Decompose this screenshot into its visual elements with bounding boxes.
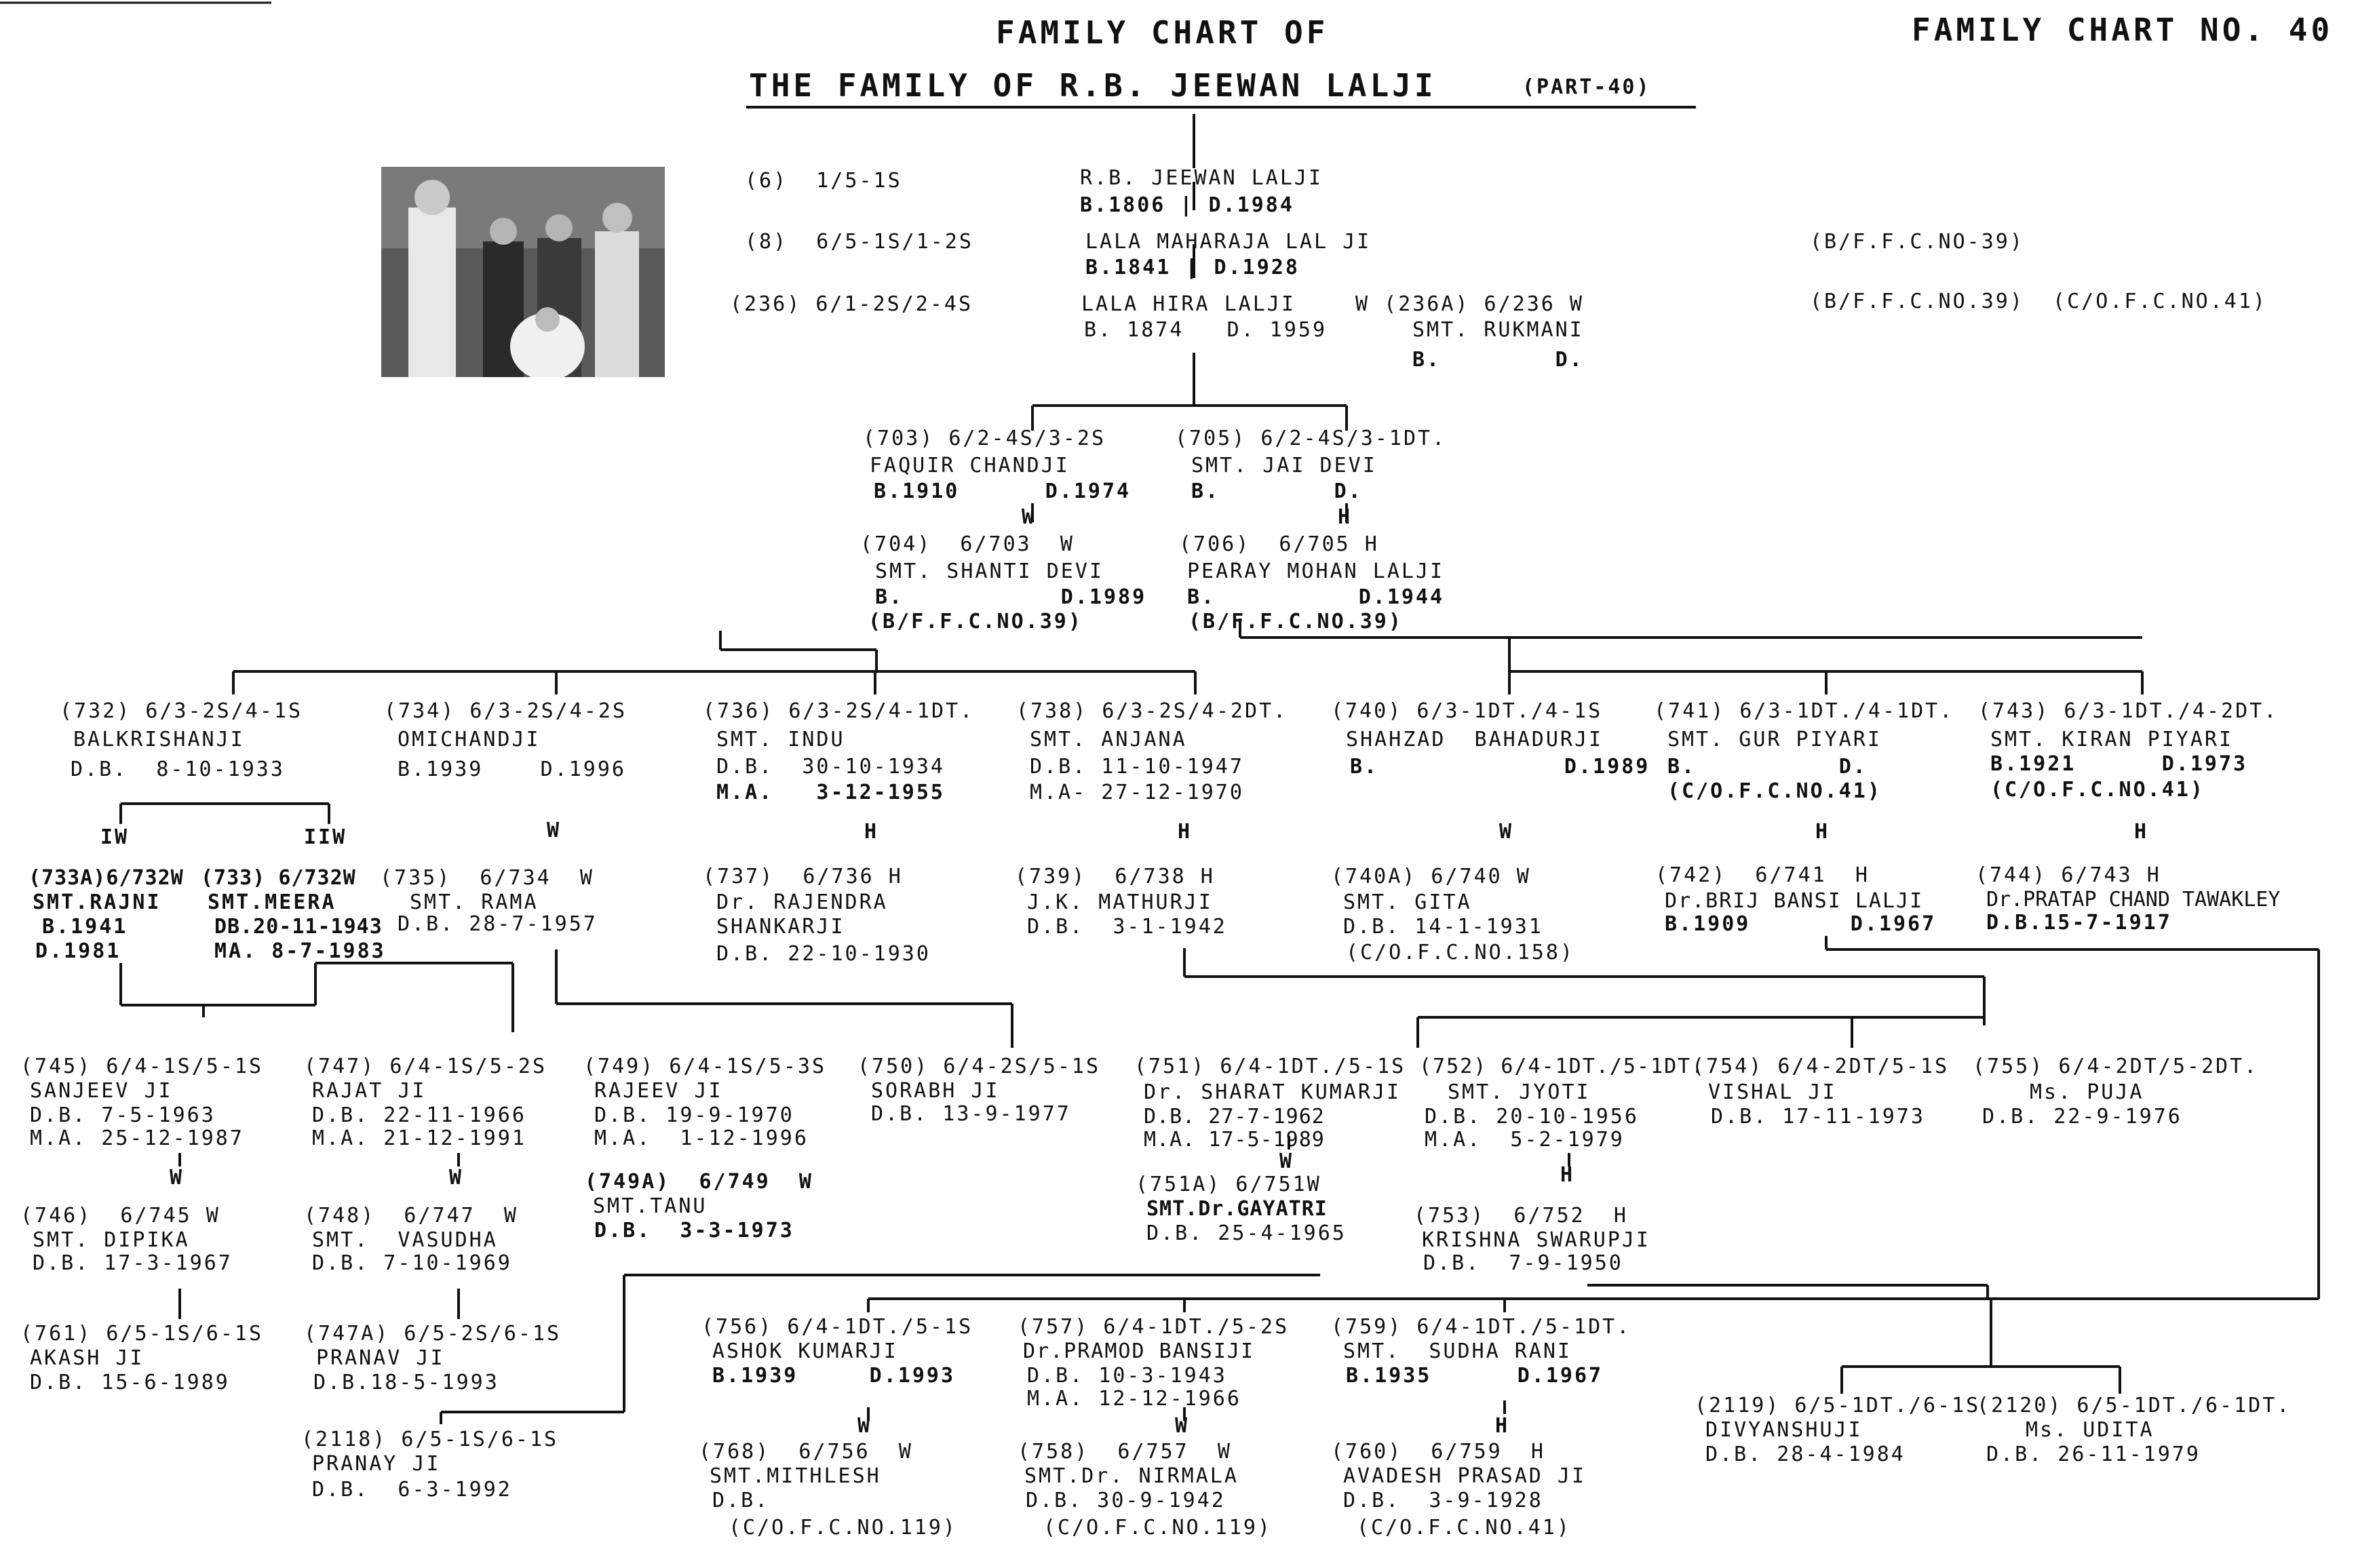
person-745-name: SANJEEV JI bbox=[30, 1079, 173, 1103]
person-733-dob: DB.20-11-1943 bbox=[214, 915, 383, 939]
person-768-name: SMT.MITHLESH bbox=[710, 1464, 881, 1488]
person-740-dates: B. D.1989 bbox=[1350, 755, 1650, 779]
person-2118-name: PRANAY JI bbox=[312, 1452, 441, 1476]
person-746-dob: D.B. 17-3-1967 bbox=[33, 1251, 233, 1275]
person-752-name: SMT. JYOTI bbox=[1448, 1080, 1591, 1104]
person-733-code: (733) 6/732W bbox=[201, 866, 356, 890]
person-733a-name: SMT.RAJNI bbox=[33, 890, 161, 914]
person-751-name: Dr. SHARAT KUMARJI bbox=[1144, 1080, 1402, 1104]
person-705-dates: B. D. bbox=[1191, 479, 1363, 503]
mark-w-751: W bbox=[1279, 1150, 1294, 1173]
spouse-236a-name: SMT. RUKMANI bbox=[1412, 318, 1584, 342]
person-748-code: (748) 6/747 W bbox=[304, 1204, 518, 1228]
mark-w-757: W bbox=[1175, 1414, 1190, 1438]
person-706-ref: (B/F.F.C.NO.39) bbox=[1188, 610, 1403, 633]
person-755-code: (755) 6/4-2DT/5-2DT. bbox=[1973, 1055, 2259, 1078]
person-747-name: RAJAT JI bbox=[312, 1079, 427, 1103]
person-741-ref: (C/O.F.C.NO.41) bbox=[1667, 779, 1882, 803]
mark-h-759: H bbox=[1495, 1414, 1510, 1438]
person-754-name: VISHAL JI bbox=[1708, 1080, 1837, 1104]
person-744-name: Dr.PRATAP CHAND TAWAKLEY bbox=[1986, 888, 2281, 912]
person-750-name: SORABH JI bbox=[871, 1079, 1000, 1103]
person-738-ma: M.A- 27-12-1970 bbox=[1030, 781, 1244, 804]
person-737-code: (737) 6/736 H bbox=[703, 865, 903, 888]
person-758-name: SMT.Dr. NIRMALA bbox=[1024, 1464, 1239, 1488]
person-753-dob: D.B. 7-9-1950 bbox=[1423, 1251, 1623, 1275]
person-2119-name: DIVYANSHUJI bbox=[1705, 1418, 1863, 1442]
mark-h-752: H bbox=[1560, 1163, 1575, 1187]
person-761-dob: D.B. 15-6-1989 bbox=[30, 1371, 230, 1394]
person-749-ma: M.A. 1-12-1996 bbox=[594, 1126, 809, 1150]
person-740-code: (740) 6/3-1DT./4-1S bbox=[1331, 699, 1603, 723]
person-743-code: (743) 6/3-1DT./4-2DT. bbox=[1978, 699, 2279, 723]
mark-w-703: W bbox=[1022, 505, 1037, 529]
person-740-name: SHAHZAD BAHADURJI bbox=[1346, 728, 1604, 751]
person-703-code: (703) 6/2-4S/3-2S bbox=[863, 427, 1106, 450]
person-2120-code: (2120) 6/5-1DT./6-1DT. bbox=[1977, 1394, 2292, 1417]
person-733a-born: B.1941 bbox=[42, 915, 128, 939]
person-755-name: Ms. PUJA bbox=[2030, 1080, 2144, 1104]
person-760-ref: (C/O.F.C.NO.41) bbox=[1357, 1516, 1571, 1540]
person-736-dob: D.B. 30-10-1934 bbox=[716, 755, 945, 779]
person-757-name: Dr.PRAMOD BANSIJI bbox=[1023, 1339, 1255, 1363]
person-751a-name: SMT.Dr.GAYATRI bbox=[1146, 1197, 1328, 1221]
person-745-ma: M.A. 25-12-1987 bbox=[30, 1126, 244, 1150]
person-742-dates: B.1909 D.1967 bbox=[1665, 912, 1937, 936]
chart-title-line1: FAMILY CHART OF bbox=[996, 14, 1329, 51]
person-757-dob: D.B. 10-3-1943 bbox=[1027, 1364, 1227, 1388]
person-740a-dob: D.B. 14-1-1931 bbox=[1343, 915, 1543, 939]
mark-h-738: H bbox=[1178, 820, 1193, 844]
person-704-dates: B. D.1989 bbox=[875, 585, 1147, 609]
person-752-ma: M.A. 5-2-1979 bbox=[1425, 1128, 1625, 1152]
person-768-ref: (C/O.F.C.NO.119) bbox=[729, 1516, 957, 1540]
person-735-name: SMT. RAMA bbox=[410, 890, 539, 914]
person-735-dob: D.B. 28-7-1957 bbox=[398, 912, 598, 936]
gen1-code-6: (6) 1/5-1S bbox=[745, 169, 902, 193]
person-758-dob: D.B. 30-9-1942 bbox=[1026, 1489, 1226, 1512]
person-751a-dob: D.B. 25-4-1965 bbox=[1146, 1221, 1347, 1245]
person-734-code: (734) 6/3-2S/4-2S bbox=[384, 699, 627, 723]
person-736-name: SMT. INDU bbox=[716, 728, 845, 751]
person-749a-name: SMT.TANU bbox=[593, 1194, 708, 1218]
person-760-dob: D.B. 3-9-1928 bbox=[1343, 1489, 1543, 1512]
person-706-name: PEARAY MOHAN LALJI bbox=[1187, 560, 1445, 583]
person-739-code: (739) 6/738 H bbox=[1015, 865, 1215, 888]
person-741-code: (741) 6/3-1DT./4-1DT. bbox=[1654, 699, 1954, 723]
mark-w-756: W bbox=[857, 1414, 872, 1438]
person-6-dates: B.1806 | D.1984 bbox=[1080, 193, 1294, 217]
person-751-code: (751) 6/4-1DT./5-1S bbox=[1134, 1055, 1406, 1078]
person-747a-name: PRANAV JI bbox=[316, 1346, 445, 1370]
person-758-ref: (C/O.F.C.NO.119) bbox=[1043, 1516, 1272, 1540]
person-2120-name: Ms. UDITA bbox=[2026, 1418, 2154, 1442]
person-741-name: SMT. GUR PIYARI bbox=[1667, 728, 1882, 751]
person-734-dates: B.1939 D.1996 bbox=[398, 758, 626, 781]
person-8-ref: (B/F.F.C.NO-39) bbox=[1810, 230, 2024, 254]
person-738-dob: D.B. 11-10-1947 bbox=[1030, 755, 1244, 779]
person-747-dob: D.B. 22-11-1966 bbox=[312, 1103, 526, 1127]
person-732-name: BALKRISHANJI bbox=[73, 728, 245, 751]
person-768-dob: D.B. bbox=[712, 1489, 770, 1512]
person-756-name: ASHOK KUMARJI bbox=[712, 1339, 898, 1363]
person-750-dob: D.B. 13-9-1977 bbox=[871, 1102, 1071, 1126]
person-740a-name: SMT. GITA bbox=[1343, 890, 1472, 914]
person-739-name: J.K. MATHURJI bbox=[1027, 890, 1213, 914]
person-749a-code: (749A) 6/749 W bbox=[585, 1170, 813, 1194]
person-759-name: SMT. SUDHA RANI bbox=[1343, 1339, 1572, 1363]
person-751a-code: (751A) 6/751W bbox=[1136, 1173, 1321, 1196]
person-8-name: LALA MAHARAJA LAL JI bbox=[1085, 230, 1372, 254]
person-733a-code: (733A)6/732W bbox=[28, 866, 184, 890]
person-2120-dob: D.B. 26-11-1979 bbox=[1986, 1443, 2201, 1466]
person-755-dob: D.B. 22-9-1976 bbox=[1982, 1105, 2182, 1129]
mark-w-740: W bbox=[1499, 820, 1514, 844]
person-733-ma: MA. 8-7-1983 bbox=[214, 939, 386, 963]
mark-iiw: IIW bbox=[304, 825, 347, 849]
chart-part: (PART-40) bbox=[1522, 75, 1651, 99]
person-740a-code: (740A) 6/740 W bbox=[1331, 865, 1531, 888]
person-2118-dob: D.B. 6-3-1992 bbox=[312, 1478, 512, 1502]
person-746-code: (746) 6/745 W bbox=[20, 1204, 220, 1228]
person-757-ma: M.A. 12-12-1966 bbox=[1027, 1387, 1241, 1411]
person-757-code: (757) 6/4-1DT./5-2S bbox=[1018, 1315, 1290, 1339]
person-761-name: AKASH JI bbox=[30, 1346, 144, 1370]
person-750-code: (750) 6/4-2S/5-1S bbox=[857, 1055, 1101, 1078]
person-737-name: Dr. RAJENDRA bbox=[716, 890, 888, 914]
person-742-name: Dr.BRIJ BANSI LALJI bbox=[1665, 889, 1924, 913]
person-703-name: FAQUIR CHANDJI bbox=[870, 454, 1070, 477]
person-752-dob: D.B. 20-10-1956 bbox=[1425, 1105, 1639, 1129]
person-8-dates: B.1841 | D.1928 bbox=[1085, 256, 1300, 279]
person-760-code: (760) 6/759 H bbox=[1331, 1440, 1545, 1464]
person-737-name2: SHANKARJI bbox=[716, 915, 845, 939]
person-744-dob: D.B.15-7-1917 bbox=[1986, 911, 2172, 935]
person-746-name: SMT. DIPIKA bbox=[33, 1228, 190, 1252]
mark-iw: IW bbox=[100, 825, 130, 849]
spouse-236a-dates: B. D. bbox=[1412, 348, 1584, 372]
person-703-dates: B.1910 D.1974 bbox=[874, 479, 1132, 503]
person-747-code: (747) 6/4-1S/5-2S bbox=[304, 1055, 547, 1078]
person-737-dob: D.B. 22-10-1930 bbox=[716, 942, 931, 966]
person-756-dates: B.1939 D.1993 bbox=[712, 1364, 956, 1388]
person-736-ma: M.A. 3-12-1955 bbox=[716, 781, 945, 804]
person-743-ref: (C/O.F.C.NO.41) bbox=[1990, 778, 2205, 802]
person-753-code: (753) 6/752 H bbox=[1414, 1204, 1628, 1228]
person-745-code: (745) 6/4-1S/5-1S bbox=[20, 1055, 264, 1078]
person-749-code: (749) 6/4-1S/5-3S bbox=[583, 1055, 827, 1078]
family-photo bbox=[381, 167, 665, 377]
mark-h-743: H bbox=[2134, 820, 2149, 844]
person-761-code: (761) 6/5-1S/6-1S bbox=[20, 1322, 264, 1346]
person-705-name: SMT. JAI DEVI bbox=[1191, 454, 1377, 477]
person-740a-ref: (C/O.F.C.NO.158) bbox=[1346, 941, 1574, 964]
chart-number: FAMILY CHART NO. 40 bbox=[1912, 12, 2334, 48]
person-739-dob: D.B. 3-1-1942 bbox=[1027, 915, 1227, 939]
person-236-dates: B. 1874 D. 1959 bbox=[1084, 318, 1328, 342]
person-749a-dob: D.B. 3-3-1973 bbox=[594, 1219, 794, 1242]
person-742-code: (742) 6/741 H bbox=[1655, 863, 1870, 887]
person-236-name: LALA HIRA LALJI bbox=[1081, 292, 1296, 316]
person-759-dates: B.1935 D.1967 bbox=[1346, 1364, 1604, 1388]
mark-w-745: W bbox=[170, 1166, 185, 1190]
person-751-ma: M.A. 17-5-1989 bbox=[1144, 1128, 1325, 1152]
person-736-code: (736) 6/3-2S/4-1DT. bbox=[703, 699, 975, 723]
mark-w-734: W bbox=[547, 819, 562, 842]
person-759-code: (759) 6/4-1DT./5-1DT. bbox=[1331, 1315, 1631, 1339]
person-738-code: (738) 6/3-2S/4-2DT. bbox=[1016, 699, 1288, 723]
person-748-dob: D.B. 7-10-1969 bbox=[312, 1251, 512, 1275]
person-749-dob: D.B. 19-9-1970 bbox=[594, 1103, 794, 1127]
person-747a-dob: D.B.18-5-1993 bbox=[313, 1371, 499, 1394]
person-706-code: (706) 6/705 H bbox=[1179, 532, 1379, 556]
person-758-code: (758) 6/757 W bbox=[1018, 1440, 1232, 1464]
person-747-ma: M.A. 21-12-1991 bbox=[312, 1126, 526, 1150]
person-745-dob: D.B. 7-5-1963 bbox=[30, 1103, 216, 1127]
person-749-name: RAJEEV JI bbox=[594, 1079, 723, 1103]
person-753-name: KRISHNA SWARUPJI bbox=[1422, 1228, 1650, 1252]
person-748-name: SMT. VASUDHA bbox=[312, 1228, 498, 1252]
person-236-ref: (B/F.F.C.NO.39) (C/O.F.C.NO.41) bbox=[1810, 290, 2267, 313]
person-2119-code: (2119) 6/5-1DT./6-1S bbox=[1695, 1394, 1981, 1417]
person-2119-dob: D.B. 28-4-1984 bbox=[1705, 1443, 1906, 1466]
person-768-code: (768) 6/756 W bbox=[699, 1440, 913, 1464]
gen1-code-8: (8) 6/5-1S/1-2S bbox=[745, 230, 973, 254]
mark-h-705: H bbox=[1338, 505, 1353, 529]
person-732-code: (732) 6/3-2S/4-1S bbox=[60, 699, 303, 723]
person-751-dob: D.B. 27-7-1962 bbox=[1144, 1105, 1325, 1129]
person-760-name: AVADESH PRASAD JI bbox=[1343, 1464, 1587, 1488]
person-743-name: SMT. KIRAN PIYARI bbox=[1990, 728, 2234, 751]
family-photo-image bbox=[381, 167, 665, 377]
person-704-code: (704) 6/703 W bbox=[860, 532, 1075, 556]
person-733-name: SMT.MEERA bbox=[208, 890, 336, 914]
mark-w-747: W bbox=[449, 1166, 464, 1190]
person-706-dates: B. D.1944 bbox=[1187, 585, 1445, 609]
person-754-dob: D.B. 17-11-1973 bbox=[1711, 1105, 1925, 1129]
person-754-code: (754) 6/4-2DT/5-1S bbox=[1692, 1055, 1950, 1078]
chart-title-line2: THE FAMILY OF R.B. JEEWAN LALJI bbox=[749, 67, 1437, 104]
person-704-ref: (B/F.F.C.NO.39) bbox=[868, 610, 1083, 633]
person-734-name: OMICHANDJI bbox=[398, 728, 541, 751]
person-747a-code: (747A) 6/5-2S/6-1S bbox=[304, 1322, 562, 1346]
gen1-code-236: (236) 6/1-2S/2-4S bbox=[730, 292, 973, 316]
person-732-dates: D.B. 8-10-1933 bbox=[71, 758, 285, 781]
spouse-236a-code: W (236A) 6/236 W bbox=[1355, 292, 1584, 316]
person-705-code: (705) 6/2-4S/3-1DT. bbox=[1175, 427, 1447, 450]
mark-h-741: H bbox=[1815, 820, 1830, 844]
person-2118-code: (2118) 6/5-1S/6-1S bbox=[301, 1428, 559, 1451]
person-756-code: (756) 6/4-1DT./5-1S bbox=[701, 1315, 973, 1339]
person-733a-died: D.1981 bbox=[35, 939, 121, 963]
mark-h-736: H bbox=[864, 820, 879, 844]
person-743-dates: B.1921 D.1973 bbox=[1990, 752, 2248, 776]
person-6-name: R.B. JEEWAN LALJI bbox=[1080, 166, 1323, 190]
person-738-name: SMT. ANJANA bbox=[1030, 728, 1187, 751]
person-704-name: SMT. SHANTI DEVI bbox=[875, 560, 1104, 583]
person-752-code: (752) 6/4-1DT./5-1DT. bbox=[1419, 1055, 1705, 1078]
person-741-dates: B. D. bbox=[1667, 755, 1868, 779]
person-744-code: (744) 6/743 H bbox=[1975, 863, 2161, 887]
person-735-code: (735) 6/734 W bbox=[380, 866, 594, 890]
